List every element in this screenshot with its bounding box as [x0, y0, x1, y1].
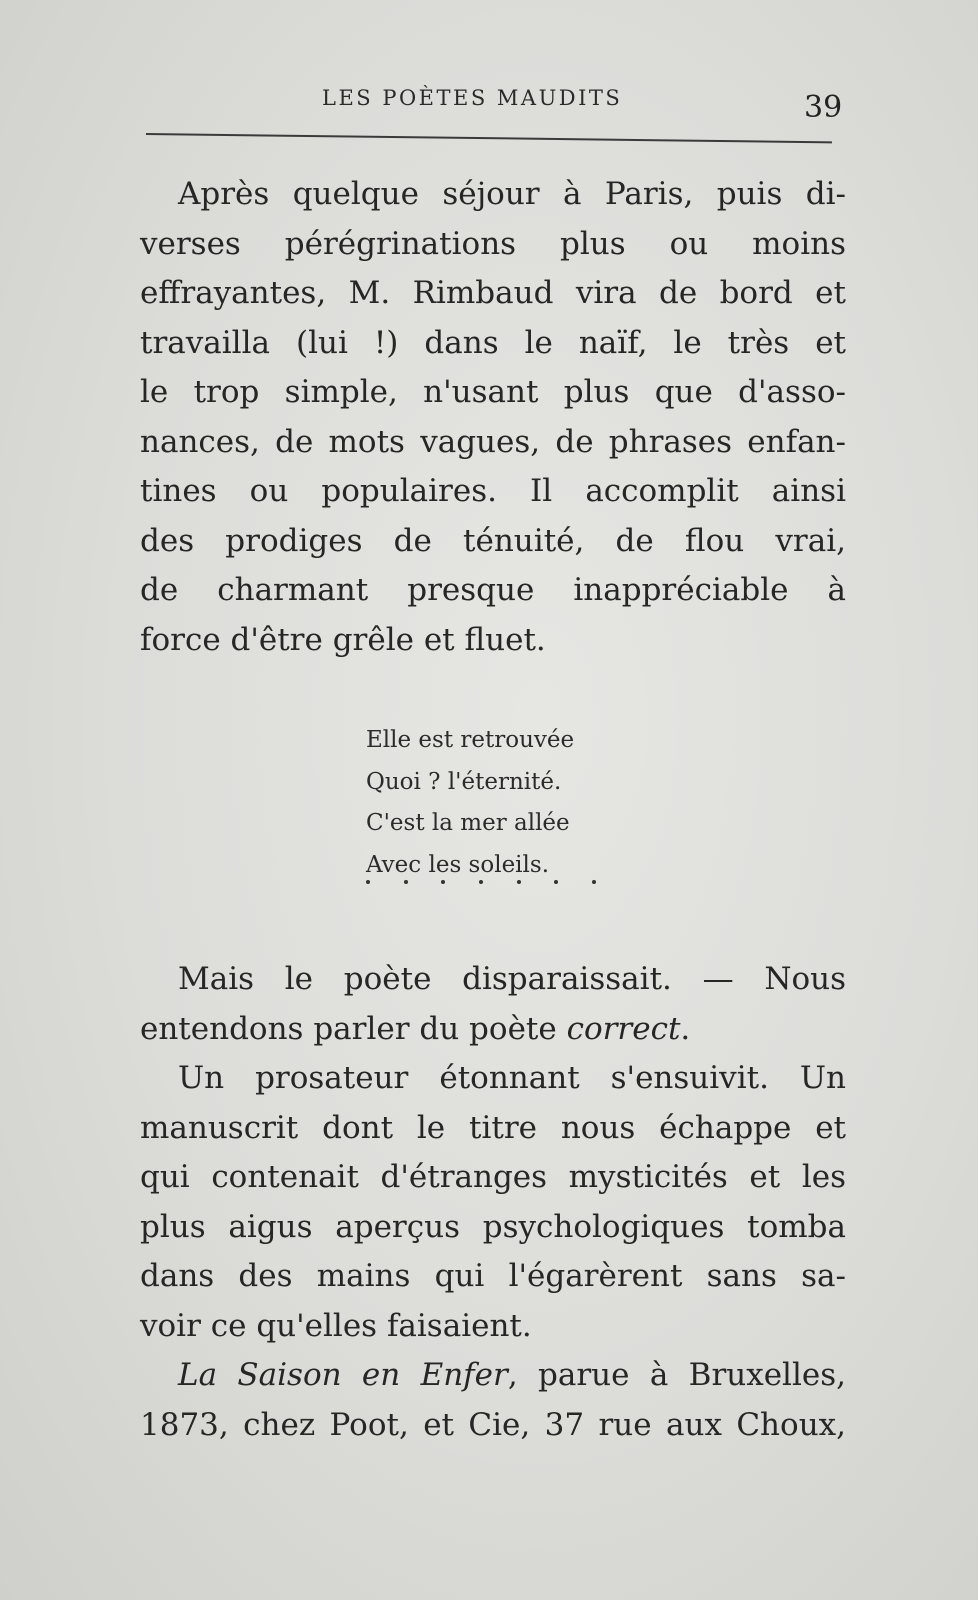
header-rule — [146, 133, 832, 143]
paragraph-rimbaud-naif — [140, 170, 846, 665]
verse-line: Quoi ? l'éternité. — [366, 768, 562, 795]
text-run: entendons parler du poète — [140, 1010, 567, 1047]
ellipsis-dot — [592, 880, 596, 884]
text-line: Mais le poète disparaissait. — Nous — [178, 961, 846, 997]
text-run: . — [680, 1010, 691, 1047]
verse-ellipsis — [366, 880, 596, 900]
text-line: 1873, chez Poot, et Cie, 37 rue aux Choux, — [140, 1406, 846, 1443]
verse-quotation — [366, 720, 626, 886]
text-line: voir ce qu'elles faisaient. — [140, 1307, 532, 1344]
text-line: effrayantes, M. Rimbaud vira de bord et — [140, 275, 846, 311]
ellipsis-dot — [366, 880, 370, 884]
verse-line: Avec les soleils. — [366, 851, 550, 878]
text-line: plus aigus aperçus psychologiques tomba — [140, 1208, 846, 1245]
verse-line: Elle est retrouvée — [366, 727, 575, 753]
text-line: manuscrit dont le titre nous échappe et — [140, 1109, 846, 1146]
text-run: , parue à Bruxelles, — [507, 1357, 846, 1393]
text-line: le trop simple, n'usant plus que d'asso- — [140, 374, 846, 410]
text-line: des prodiges de ténuité, de flou vrai, — [140, 522, 846, 559]
text-line: tines ou populaires. Il accomplit ainsi — [140, 473, 846, 509]
running-title: LES POÈTES MAUDITS — [322, 86, 623, 110]
text-line: qui contenait d'étranges mysticités et les — [140, 1159, 846, 1195]
text-line: Après quelque séjour à Paris, puis di- — [178, 176, 846, 212]
text-line: Un prosateur étonnant s'ensuivit. Un — [178, 1060, 846, 1096]
paragraph-prosateur — [140, 1054, 846, 1351]
text-line: travailla (lui !) dans le naïf, le très et — [140, 324, 846, 361]
italic-word: correct — [566, 1010, 681, 1047]
ellipsis-dot — [517, 880, 521, 884]
text-line — [140, 1351, 846, 1401]
text-line: de charmant presque inappréciable à — [140, 572, 846, 608]
paragraph-saison-en-enfer — [140, 1351, 846, 1450]
text-line — [140, 1005, 846, 1055]
paragraph-poete-disparaissait — [140, 955, 846, 1054]
text-line: nances, de mots vagues, de phrases enfan- — [140, 423, 846, 460]
text-line: dans des mains qui l'égarèrent sans sa- — [140, 1258, 846, 1294]
verse-line: C'est la mer allée — [366, 810, 570, 836]
text-line: verses pérégrinations plus ou moins — [140, 225, 846, 262]
book-title: La Saison en Enfer — [178, 1357, 508, 1393]
text-line: force d'être grêle et fluet. — [140, 621, 546, 658]
ellipsis-dot — [441, 880, 445, 884]
running-header — [0, 80, 978, 125]
ellipsis-dot — [554, 880, 558, 884]
ellipsis-dot — [404, 880, 408, 884]
page-number: 39 — [804, 90, 843, 125]
ellipsis-dot — [479, 880, 483, 884]
